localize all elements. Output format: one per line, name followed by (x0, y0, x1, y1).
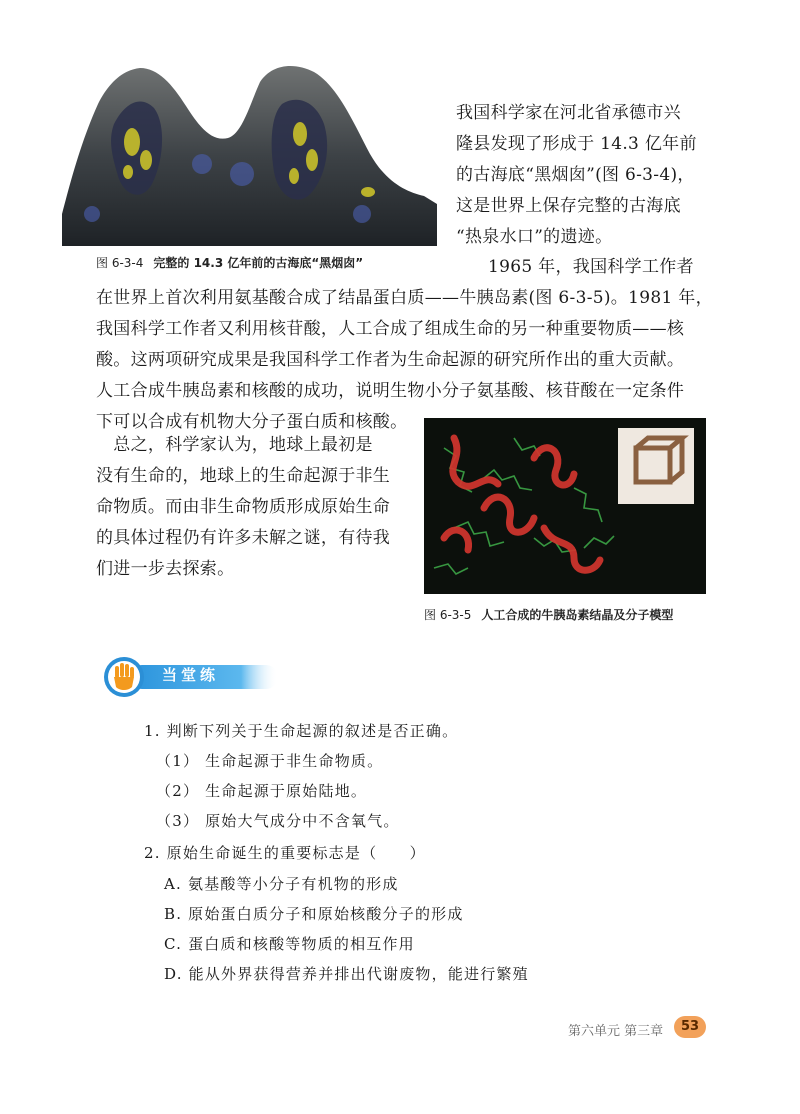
text-line: 我国科学工作者又利用核苷酸，人工合成了组成生命的另一种重要物质——核 (96, 319, 685, 339)
choice-a: A. 氨基酸等小分子有机物的形成 (164, 875, 399, 893)
figure-caption-text: 人工合成的牛胰岛素结晶及分子模型 (481, 608, 674, 622)
text-line: 这是世界上保存完整的古海底 (456, 196, 681, 216)
text-line: 1965 年，我国科学工作者 (488, 257, 694, 277)
text-line: 酸。这两项研究成果是我国科学工作者为生命起源的研究所作出的重大贡献。 (96, 350, 685, 370)
insulin-molecule-photo (424, 418, 706, 594)
choice-d: D. 能从外界获得营养并排出代谢废物，能进行繁殖 (164, 965, 529, 983)
question-2: 2. 原始生命诞生的重要标志是（ ） (144, 844, 426, 862)
figure-caption (96, 254, 363, 271)
choice-b: B. 原始蛋白质分子和原始核酸分子的形成 (164, 905, 464, 923)
question-option: （1） 生命起源于非生命物质。 (156, 752, 384, 770)
text-line: 在世界上首次利用氨基酸合成了结晶蛋白质——牛胰岛素(图 6-3-5)。1981 年， (96, 288, 713, 308)
page-number-badge: 53 (674, 1016, 706, 1038)
footer-section: 第六单元 第三章 (568, 1024, 664, 1039)
paragraph (456, 98, 776, 253)
text-line: 没有生命的，地球上的生命起源于非生 (96, 466, 391, 486)
text-line: “热泉水口”的遗迹。 (456, 227, 613, 247)
text-line: 命物质。而由非生命物质形成原始生命 (96, 497, 391, 517)
question-option: （3） 原始大气成分中不含氧气。 (156, 812, 400, 830)
black-chimney-photo (62, 64, 437, 246)
text-line: 隆县发现了形成于 14.3 亿年前 (456, 134, 697, 154)
figure-number: 图 6-3-5 (424, 608, 472, 622)
figure-caption-text: 完整的 14.3 亿年前的古海底“黑烟囱” (153, 256, 364, 270)
figure-caption (424, 606, 673, 623)
paragraph (96, 283, 716, 438)
practice-label: 当堂练 (162, 666, 220, 684)
text-line: 们进一步去探索。 (96, 559, 235, 579)
text-line: 下可以合成有机物大分子蛋白质和核酸。 (96, 412, 408, 432)
text-line: 的具体过程仍有许多未解之谜，有待我 (96, 528, 391, 548)
figure-number: 图 6-3-4 (96, 256, 144, 270)
text-line: 的古海底“黑烟囱”(图 6-3-4)， (456, 165, 695, 185)
question-option: （2） 生命起源于原始陆地。 (156, 782, 368, 800)
text-line: 我国科学家在河北省承德市兴 (456, 103, 681, 123)
text-line: 总之，科学家认为，地球上最初是 (96, 435, 373, 455)
choice-c: C. 蛋白质和核酸等物质的相互作用 (164, 935, 415, 953)
text-line: 人工合成牛胰岛素和核酸的成功，说明生物小分子氨基酸、核苷酸在一定条件 (96, 381, 685, 401)
paragraph (96, 430, 426, 585)
question-1: 1. 判断下列关于生命起源的叙述是否正确。 (144, 722, 459, 740)
